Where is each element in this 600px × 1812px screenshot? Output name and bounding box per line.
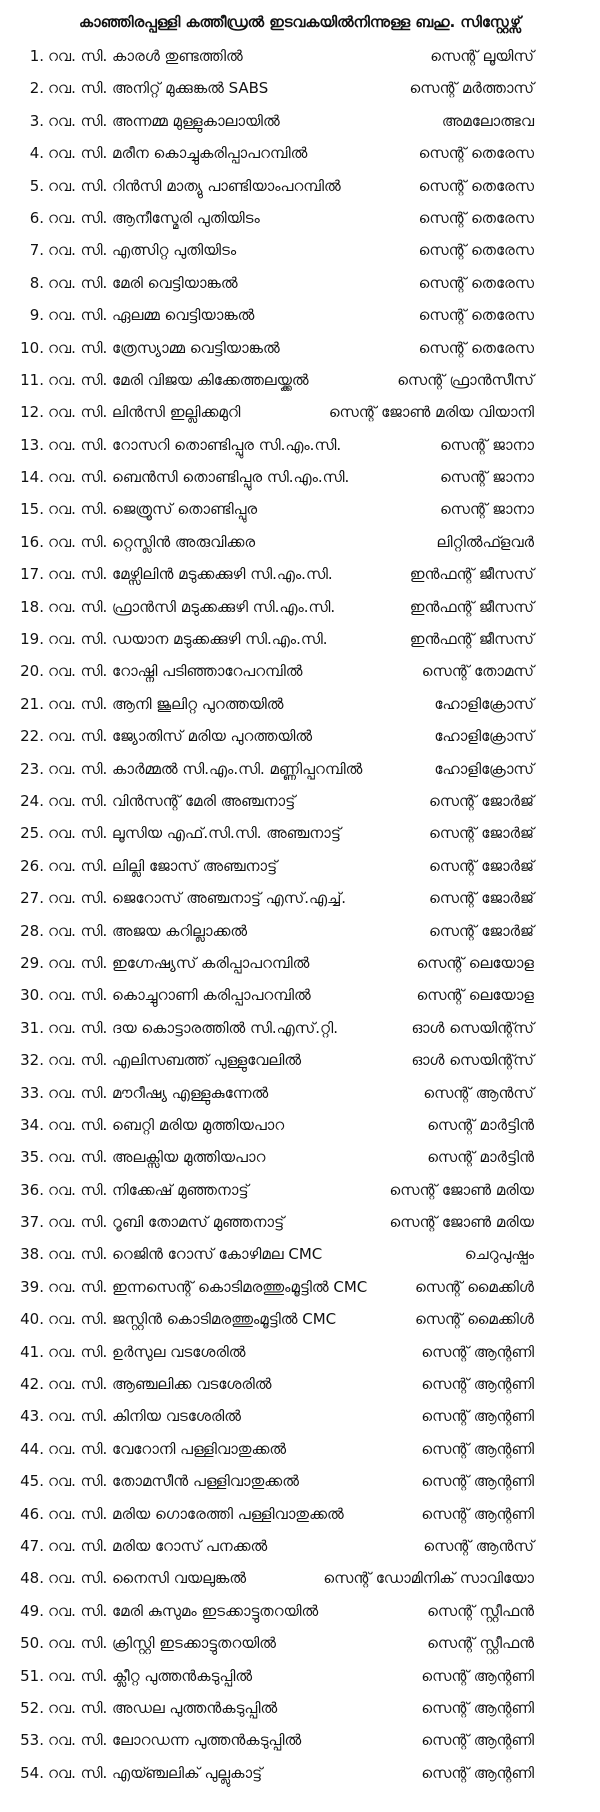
family-unit: സെന്റ് ലെയോള: [416, 986, 534, 1005]
item-number: 33.: [20, 1083, 44, 1102]
list-item: [0, 303, 600, 335]
family-unit: സെന്റ് മാര്‍ട്ടിന്‍: [427, 1148, 534, 1167]
sister-name: റവ. സി. റോഷ്നി പടിഞ്ഞാറേപറമ്പില്‍: [48, 662, 303, 681]
family-unit: സെന്റ് ആന്റണി: [421, 1439, 534, 1458]
item-number: 28.: [20, 921, 44, 940]
item-number: 26.: [20, 856, 44, 875]
item-number: 10.: [20, 338, 44, 357]
item-number: 29.: [20, 953, 44, 972]
family-unit: സെന്റ് ജാനാ: [439, 435, 534, 454]
sister-name: റവ. സി. റിന്‍സി മാത്യു പാണ്ടിയാംപറമ്പില്‍: [48, 176, 341, 195]
list-item: [0, 659, 600, 691]
list-item: [0, 886, 600, 918]
list-item: [0, 336, 600, 368]
list-item: [0, 627, 600, 659]
list-item: [0, 692, 600, 724]
sister-name: റവ. സി. ബെന്‍സി തൊണ്ടിപ്പുര സി.എം.സി.: [48, 468, 350, 487]
list-item: [0, 497, 600, 529]
item-number: 16.: [20, 532, 44, 551]
item-number: 50.: [20, 1634, 44, 1653]
item-number: 24.: [20, 791, 44, 810]
item-number: 54.: [20, 1763, 44, 1782]
list-item: [0, 1048, 600, 1080]
item-number: 6.: [29, 208, 44, 227]
list-item: [0, 1599, 600, 1631]
family-unit: സെന്റ് ജോര്‍ജ്: [428, 856, 534, 875]
sister-name: റവ. സി. ഉര്‍സുല വടശേരില്‍: [48, 1342, 246, 1361]
family-unit: സെന്റ് തെരേസ: [418, 273, 534, 292]
item-number: 19.: [20, 630, 44, 649]
sister-name: റവ. സി. എത്സിറ്റ പുതിയിടം: [48, 241, 237, 260]
item-number: 51.: [20, 1666, 44, 1685]
list-item: [0, 1340, 600, 1372]
list-item: [0, 1113, 600, 1145]
sister-name: റവ. സി. ലോറഡന്ന പുത്തന്‍കടുപ്പില്‍: [48, 1731, 302, 1750]
sister-name: റവ. സി. ഇന്നസെന്റ് കൊടിമരത്തുംമൂട്ടില്‍ CMC: [48, 1277, 368, 1296]
family-unit: സെന്റ് ആന്‍സ്: [423, 1083, 534, 1102]
item-number: 7.: [29, 241, 44, 260]
sister-name: റവ. സി. അനിറ്റ് മുക്കുങ്കല്‍ SABS: [48, 79, 269, 98]
sister-name: റവ. സി. ജെത്രൂസ് തൊണ്ടിപ്പുര: [48, 500, 258, 519]
sister-name: റവ. സി. ലിന്‍സി ഇല്ലിക്കമുറി: [48, 403, 241, 422]
list-item: [0, 789, 600, 821]
item-number: 4.: [29, 144, 44, 163]
item-number: 38.: [20, 1245, 44, 1264]
item-number: 32.: [20, 1051, 44, 1070]
family-unit: സെന്റ് തോമസ്: [421, 662, 534, 681]
sister-name: റവ. സി. കാരള്‍ തുണ്ടത്തില്‍: [48, 47, 243, 65]
sister-name: റവ. സി. വിന്‍സന്റ് മേരി അഞ്ചനാട്ട്: [48, 791, 296, 810]
sister-name: റവ. സി. അഡല പുത്തന്‍കടുപ്പില്‍: [48, 1698, 278, 1717]
family-unit: ഇന്‍ഫന്റ് ജീസസ്: [409, 565, 534, 584]
sister-name: റവ. സി. മരീന കൊച്ചുകരിപ്പാപറമ്പില്‍: [48, 144, 308, 163]
list-item: [0, 854, 600, 886]
item-number: 39.: [20, 1277, 44, 1296]
sister-name: റവ. സി. മരിയ റോസ് പനക്കല്‍: [48, 1536, 268, 1555]
sister-name: റവ. സി. കൊച്ചുറാണി കരിപ്പാപറമ്പില്‍: [48, 986, 311, 1005]
family-unit: ലിറ്റില്‍ഫ്ളവര്‍: [436, 532, 534, 551]
list-item: [0, 757, 600, 789]
family-unit: ഓള്‍ സെയിന്റ്സ്: [411, 1051, 534, 1070]
sister-name: റവ. സി. മരിയ ഗൊരേത്തി പള്ളിവാതുക്കല്‍: [48, 1504, 344, 1523]
item-number: 42.: [20, 1375, 44, 1394]
sister-name: റവ. സി. ക്രിസ്റ്റി ഇടക്കാട്ടുതറയില്‍: [48, 1634, 276, 1653]
list-item: [0, 1404, 600, 1436]
item-number: 2.: [29, 79, 44, 98]
family-unit: സെന്റ് മാര്‍ട്ടിന്‍: [427, 1115, 534, 1134]
family-unit: സെന്റ് ജോണ്‍ മരിയ: [389, 1180, 534, 1199]
sister-name: റവ. സി. റൂബി തോമസ് മുഞ്ഞനാട്ട്: [48, 1213, 285, 1232]
list-item: [0, 1469, 600, 1501]
sister-name: റവ. സി. കിനിയ വടശേരില്‍: [48, 1407, 241, 1426]
family-unit: സെന്റ് ആന്റണി: [421, 1698, 534, 1717]
sister-name: റവ. സി. റ്റെസ്ലിന്‍ അരുവിക്കര: [48, 532, 256, 551]
item-number: 47.: [20, 1536, 44, 1555]
sister-name: റവ. സി. ആനി ജൂലിറ്റ പുറത്തയില്‍: [48, 694, 284, 713]
list-item: [0, 821, 600, 853]
sister-name: റവ. സി. ജ്യോതിസ് മരിയ പുറത്തയില്‍: [48, 727, 313, 746]
list-item: [0, 368, 600, 400]
item-number: 23.: [20, 759, 44, 778]
sister-name: റവ. സി. മേരി കുസുമം ഇടക്കാട്ടുതറയില്‍: [48, 1601, 319, 1620]
list-item: [0, 1437, 600, 1469]
sister-name: റവ. സി. ജെറോസ് അഞ്ചനാട്ട് എസ്.എച്ച്.: [48, 889, 347, 908]
family-unit: സെന്റ് സ്റ്റീഫന്‍: [427, 1634, 534, 1653]
item-number: 8.: [29, 273, 44, 292]
list-item: [0, 141, 600, 173]
family-unit: സെന്റ് തെരേസ: [418, 306, 534, 325]
list-item: [0, 1761, 600, 1793]
sister-name: റവ. സി. അലക്സിയ മുത്തിയപാറ: [48, 1148, 266, 1167]
family-unit: സെന്റ് തെരേസ: [418, 241, 534, 260]
page-title: കാഞ്ഞിരപ്പള്ളി കത്തീഡ്രല്‍ ഇടവകയില്‍നിന്നുള്ള ബഹു. സിസ്റ്റേഴ്സ്: [79, 13, 521, 31]
list-item: [0, 919, 600, 951]
item-number: 31.: [20, 1018, 44, 1037]
list-item: [0, 1664, 600, 1696]
family-unit: ഹോളിക്രോസ്: [434, 759, 534, 778]
sister-name: റവ. സി. ലില്ലി ജോസ് അഞ്ചനാട്ട്: [48, 856, 278, 875]
list-item: [0, 983, 600, 1015]
sister-name: റവ. സി. എലിസബത്ത് പുള്ളുവേലില്‍: [48, 1051, 302, 1070]
list-item: [0, 1145, 600, 1177]
list-item: [0, 1372, 600, 1404]
sister-name: റവ. സി. ലൂസിയ എഫ്.സി.സി. അഞ്ചനാട്ട്: [48, 824, 341, 843]
list-item: [0, 206, 600, 238]
list-item: [0, 1178, 600, 1210]
item-number: 17.: [20, 565, 44, 584]
item-number: 53.: [20, 1731, 44, 1750]
item-number: 44.: [20, 1439, 44, 1458]
family-unit: സെന്റ് മൈക്കിള്‍: [414, 1310, 534, 1329]
list-item: [0, 109, 600, 141]
family-unit: സെന്റ് ജാനാ: [439, 468, 534, 487]
sister-name: റവ. സി. ക്ലീറ്റ പുത്തന്‍കടുപ്പില്‍: [48, 1666, 253, 1685]
family-unit: ഇന്‍ഫന്റ് ജീസസ്: [409, 630, 534, 649]
item-number: 48.: [20, 1569, 44, 1588]
list-item: [0, 1081, 600, 1113]
list-item: [0, 1728, 600, 1760]
family-unit: സെന്റ് ഡോമിനിക് സാവിയോ: [323, 1569, 534, 1588]
item-number: 11.: [20, 370, 44, 389]
family-unit: ചെറുപുഷ്പം: [464, 1245, 534, 1264]
family-unit: സെന്റ് ആന്റണി: [421, 1666, 534, 1685]
sister-name: റവ. സി. മേരി വെട്ടിയാങ്കല്‍: [48, 273, 238, 292]
sister-name: റവ. സി. ത്രേസ്യാമ്മ വെട്ടിയാങ്കല്‍: [48, 338, 280, 357]
sister-name: റവ. സി. മേരി വിജയ കിക്കേത്തലയ്ക്കല്‍: [48, 370, 309, 389]
sister-name: റവ. സി. ജസ്റ്റിന്‍ കൊടിമരത്തുംമൂട്ടില്‍ CMC: [48, 1310, 337, 1329]
family-unit: സെന്റ് ജോണ്‍ മരിയ: [389, 1213, 534, 1232]
sister-name: റവ. സി. അന്നമ്മ മുള്ളുകാലായില്‍: [48, 111, 280, 130]
sister-name: റവ. സി. കാര്‍മ്മല്‍ സി.എം.സി. മണ്ണിപ്പറമ്പില്‍: [48, 759, 363, 778]
list-item: [0, 1696, 600, 1728]
family-unit: സെന്റ് ആന്റണി: [421, 1407, 534, 1426]
item-number: 14.: [20, 468, 44, 487]
sister-name: റവ. സി. മൗറീഷ്യ എള്ളുകുന്നേല്‍: [48, 1083, 269, 1102]
family-unit: സെന്റ് ജോര്‍ജ്: [428, 791, 534, 810]
item-number: 35.: [20, 1148, 44, 1167]
family-unit: സെന്റ് ജോര്‍ജ്: [428, 889, 534, 908]
list-item: [0, 1307, 600, 1339]
item-number: 41.: [20, 1342, 44, 1361]
sister-name: റവ. സി. ഡയാന മടുക്കക്കുഴി സി.എം.സി.: [48, 630, 328, 649]
family-unit: സെന്റ് ആന്റണി: [421, 1504, 534, 1523]
family-unit: സെന്റ് തെരേസ: [418, 208, 534, 227]
item-number: 9.: [29, 306, 44, 325]
item-number: 30.: [20, 986, 44, 1005]
list-item: [0, 174, 600, 206]
list-item: [0, 1566, 600, 1598]
sister-name: റവ. സി. ദയ കൊട്ടാരത്തില്‍ സി.എസ്.റ്റി.: [48, 1018, 339, 1037]
sister-name: റവ. സി. ആനീസ്മേരി പുതിയിടം: [48, 208, 260, 227]
item-number: 1.: [29, 47, 44, 65]
family-unit: സെന്റ് തെരേസ: [418, 176, 534, 195]
list-item: [0, 433, 600, 465]
list-item: [0, 238, 600, 270]
sister-name: റവ. സി. റോസറി തൊണ്ടിപ്പുര സി.എം.സി.: [48, 435, 342, 454]
family-unit: സെന്റ് ലെയോള: [416, 953, 534, 972]
family-unit: ഓള്‍ സെയിന്റ്സ്: [411, 1018, 534, 1037]
item-number: 45.: [20, 1472, 44, 1491]
item-number: 49.: [20, 1601, 44, 1620]
family-unit: സെന്റ് ആന്‍സ്: [423, 1536, 534, 1555]
sister-name: റവ. സി. ഫ്രാന്‍സി മടുക്കക്കുഴി സി.എം.സി.: [48, 597, 336, 616]
family-unit: സെന്റ് ആന്റണി: [421, 1731, 534, 1750]
sister-name: റവ. സി. നിക്കേഷ് മുഞ്ഞനാട്ട്: [48, 1180, 249, 1199]
item-number: 52.: [20, 1698, 44, 1717]
list-item: [0, 595, 600, 627]
sister-name: റവ. സി. ഇഗ്നേഷ്യസ് കരിപ്പാപറമ്പില്‍: [48, 953, 310, 972]
family-unit: സെന്റ് ജാനാ: [439, 500, 534, 519]
sister-name: റവ. സി. അജയ കറില്ലാക്കല്‍: [48, 921, 248, 940]
item-number: 25.: [20, 824, 44, 843]
item-number: 37.: [20, 1213, 44, 1232]
item-number: 3.: [29, 111, 44, 130]
list-item: [0, 1242, 600, 1274]
item-number: 34.: [20, 1115, 44, 1134]
list-item: [0, 562, 600, 594]
family-unit: സെന്റ് ജോര്‍ജ്: [428, 921, 534, 940]
list-item: [0, 1016, 600, 1048]
sister-name: റവ. സി. റെജിന്‍ റോസ് കോഴിമല CMC: [48, 1245, 323, 1264]
sister-name: റവ. സി. ആഞ്ചലിക്ക വടശേരില്‍: [48, 1375, 272, 1394]
family-unit: സെന്റ് ആന്റണി: [421, 1375, 534, 1394]
family-unit: സെന്റ് തെരേസ: [418, 144, 534, 163]
sister-name: റവ. സി. ഏലമ്മ വെട്ടിയാങ്കല്‍: [48, 306, 255, 325]
sister-name: റവ. സി. തോമസീന്‍ പള്ളിവാതുക്കല്‍: [48, 1472, 299, 1491]
family-unit: സെന്റ് ലൂയിസ്: [430, 47, 534, 65]
sister-name: റവ. സി. നൈസി വയലുങ്കല്‍: [48, 1569, 247, 1588]
list-item: [0, 1210, 600, 1242]
item-number: 5.: [29, 176, 44, 195]
list-item: [0, 76, 600, 108]
item-number: 18.: [20, 597, 44, 616]
item-number: 15.: [20, 500, 44, 519]
list-item: [0, 465, 600, 497]
family-unit: അമലോത്ഭവ: [441, 111, 534, 130]
list-item: [0, 724, 600, 756]
list-item: [0, 1631, 600, 1663]
list-item: [0, 400, 600, 432]
item-number: 13.: [20, 435, 44, 454]
list-item: [0, 1502, 600, 1534]
family-unit: ഹോളിക്രോസ്: [434, 694, 534, 713]
sister-name: റവ. സി. വേറോനി പള്ളിവാതുക്കല്‍: [48, 1439, 287, 1458]
family-unit: സെന്റ് ജോര്‍ജ്: [428, 824, 534, 843]
sister-name: റവ. സി. എയ്ഞ്ചലിക് പുല്ലുകാട്ട്: [48, 1763, 263, 1782]
list-item: [0, 530, 600, 562]
family-unit: സെന്റ് ആന്റണി: [421, 1763, 534, 1782]
item-number: 20.: [20, 662, 44, 681]
item-number: 22.: [20, 727, 44, 746]
item-number: 12.: [20, 403, 44, 422]
family-unit: സെന്റ് ആന്റണി: [421, 1342, 534, 1361]
list-item: [0, 951, 600, 983]
item-number: 46.: [20, 1504, 44, 1523]
list-item: [0, 1275, 600, 1307]
item-number: 43.: [20, 1407, 44, 1426]
item-number: 27.: [20, 889, 44, 908]
item-number: 21.: [20, 694, 44, 713]
family-unit: ഹോളിക്രോസ്: [434, 727, 534, 746]
family-unit: സെന്റ് ജോണ്‍ മരിയ വിയാനി: [328, 403, 534, 422]
family-unit: സെന്റ് ഫ്രാന്‍സീസ്: [397, 370, 534, 389]
family-unit: സെന്റ് മൈക്കിള്‍: [414, 1277, 534, 1296]
sister-name: റവ. സി. ബെറ്റി മരിയ മുത്തിയപാറ: [48, 1115, 285, 1134]
list-item: [0, 271, 600, 303]
item-number: 36.: [20, 1180, 44, 1199]
sister-name: റവ. സി. മേഴ്സിലിന്‍ മടുക്കക്കുഴി സി.എം.സി.: [48, 565, 333, 584]
sisters-list: [0, 44, 600, 1793]
item-number: 40.: [20, 1310, 44, 1329]
family-unit: ഇന്‍ഫന്റ് ജീസസ്: [409, 597, 534, 616]
family-unit: സെന്റ് ആന്റണി: [421, 1472, 534, 1491]
family-unit: സെന്റ് തെരേസ: [418, 338, 534, 357]
list-item: [0, 44, 600, 76]
family-unit: സെന്റ് സ്റ്റീഫന്‍: [427, 1601, 534, 1620]
list-item: [0, 1534, 600, 1566]
family-unit: സെന്റ് മര്‍ത്താസ്: [409, 79, 534, 98]
